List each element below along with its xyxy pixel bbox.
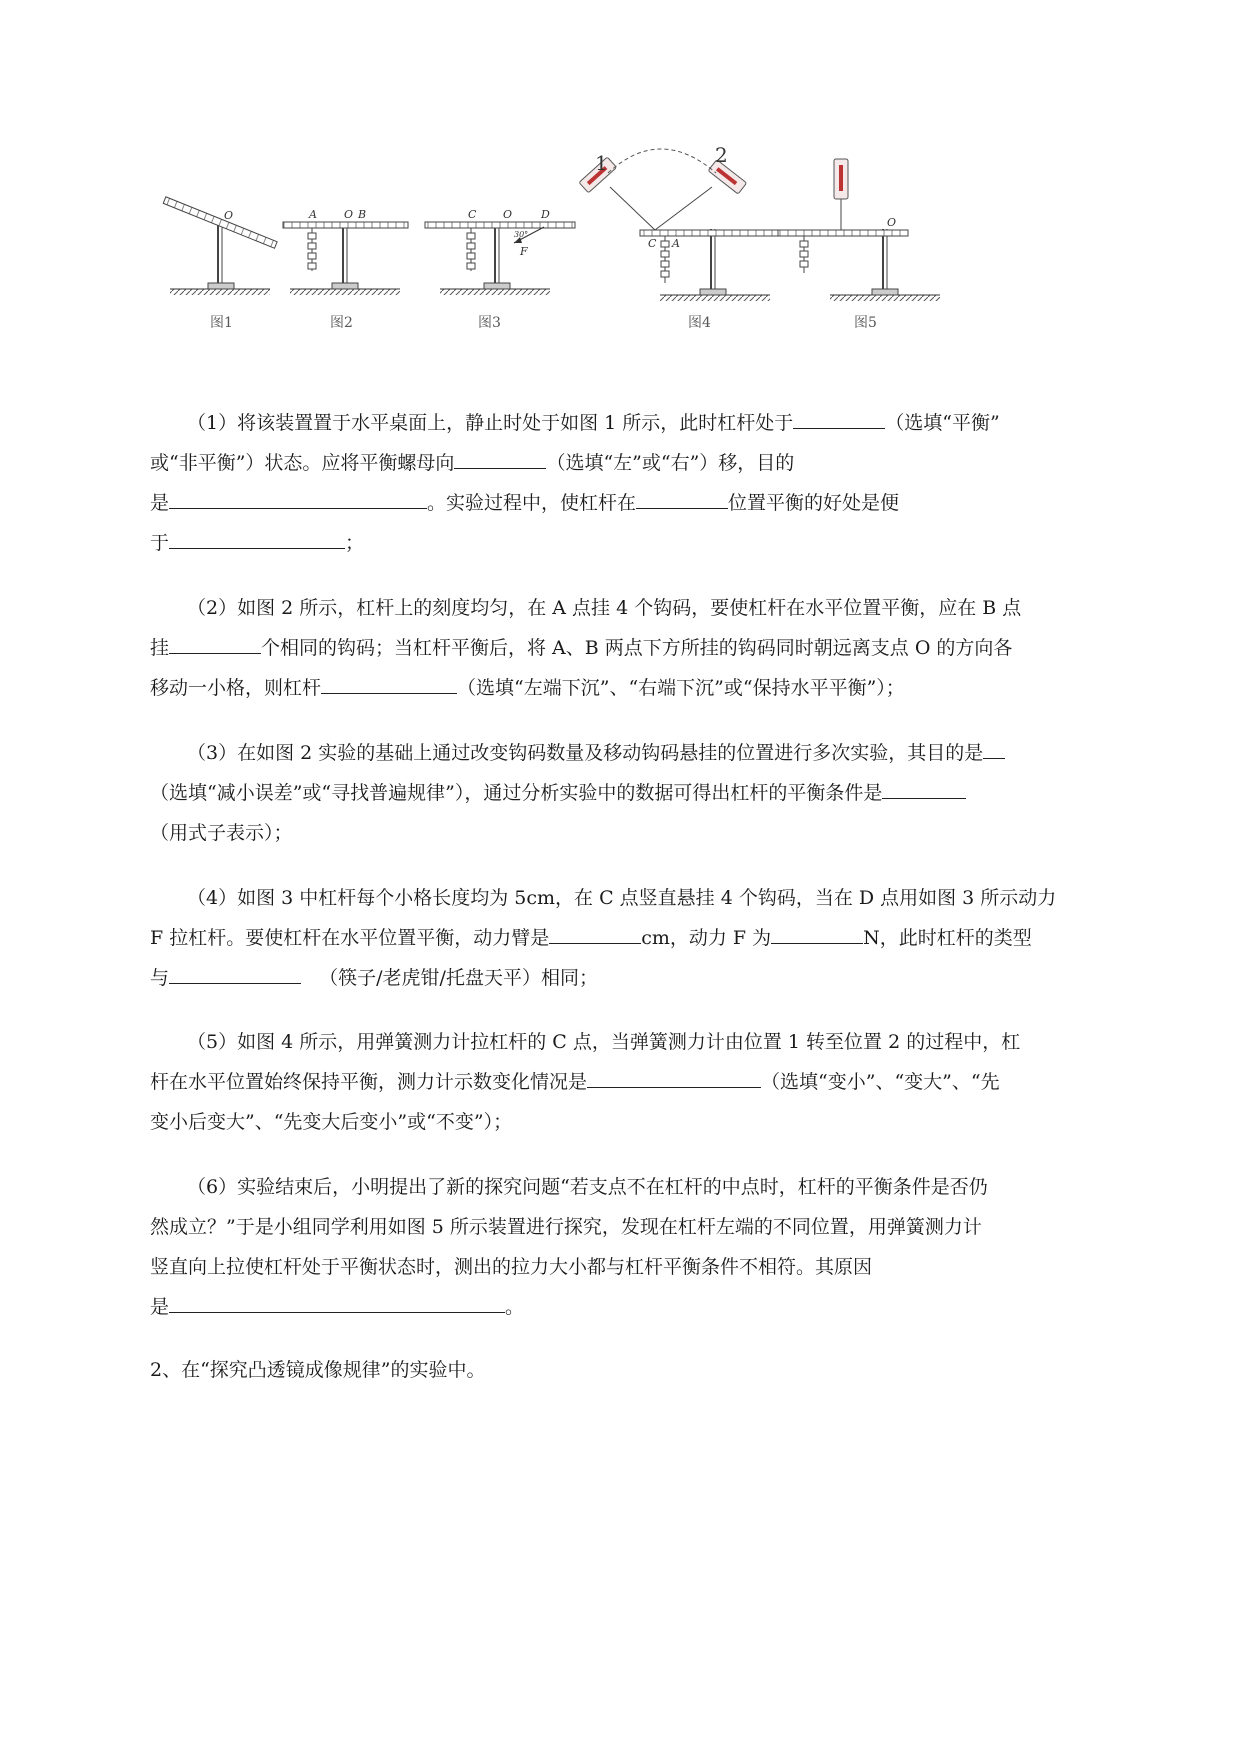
q4-blank-force[interactable]: [771, 921, 863, 944]
fig2-caption: 图2: [330, 315, 353, 331]
q1-line4: [150, 523, 1090, 563]
q4-line3: [150, 958, 1090, 998]
fig5-diagram: [778, 159, 940, 331]
q2-text: 挂: [150, 637, 170, 659]
q4-text: （4）如图 3 中杠杆每个小格长度均为 5cm，在 C 点竖直悬挂 4 个钩码，当在 D 点用如图 3 所示动力: [187, 887, 1057, 909]
fig2-label-a: A: [309, 208, 317, 221]
q5-blank-change[interactable]: [587, 1065, 761, 1088]
q1-line2: [150, 443, 1090, 483]
q3-text: （用式子表示）；: [150, 822, 293, 844]
fig5-label-o: O: [887, 216, 897, 229]
q1-blank-position[interactable]: [636, 486, 728, 509]
fig1-caption: 图1: [210, 315, 233, 331]
q1-blank-nut-direction[interactable]: [454, 446, 546, 469]
question-1: [150, 403, 1090, 563]
q2-line3: [150, 668, 1090, 708]
q5-text: （选填“变小”、“变大”、“先: [761, 1071, 1000, 1093]
q6-line2: [150, 1207, 1090, 1247]
fig1-diagram: [163, 197, 277, 331]
question-3: [150, 733, 1090, 853]
q1-blank-purpose[interactable]: [169, 486, 427, 509]
q1-blank-balance-state[interactable]: [793, 406, 885, 429]
q3-line1: [150, 733, 1090, 773]
q5-text: 变小后变大”、“先变大后变小”或“不变”）；: [150, 1111, 513, 1133]
fig4-diagram: [579, 143, 780, 331]
q6-line4: [150, 1287, 1090, 1327]
fig3-label-f: F: [520, 245, 528, 258]
fig4-label-c: C: [648, 237, 657, 250]
question-6: [150, 1167, 1090, 1327]
q1-line3: [150, 483, 1090, 523]
q1-text: 位置平衡的好处是便: [728, 492, 900, 514]
fig3-caption: 图3: [478, 315, 501, 331]
q6-line3: [150, 1247, 1090, 1287]
q2-text: （选填“左端下沉”、“右端下沉”或“保持水平平衡”）；: [457, 677, 905, 699]
problem-2-title: 2、在“探究凸透镜成像规律”的实验中。: [150, 1359, 486, 1381]
q4-text: 与: [150, 967, 170, 989]
q1-text: 。实验过程中，使杠杆在: [427, 492, 637, 514]
q5-text: 杆在水平位置始终保持平衡，测力计示数变化情况是: [150, 1071, 588, 1093]
q4-blank-type[interactable]: [169, 961, 301, 984]
fig3-label-angle: 30°: [514, 230, 529, 239]
fig5-caption: 图5: [854, 315, 877, 331]
q2-blank-count[interactable]: [169, 631, 261, 654]
fig3-label-c: C: [468, 208, 477, 221]
q1-text: （选填“左”或“右”）移，目的: [546, 452, 795, 474]
problem-2: [150, 1350, 1090, 1390]
fig2-label-o: O: [344, 208, 354, 221]
q3-line3: [150, 813, 1090, 853]
question-4: [150, 878, 1090, 998]
fig2-label-b: B: [358, 208, 367, 221]
q3-blank-condition[interactable]: [882, 776, 966, 799]
q1-text: 或“非平衡”）状态。应将平衡螺母向: [150, 452, 455, 474]
fig3-diagram: [425, 208, 575, 331]
fig4-position-1: 1: [595, 151, 608, 175]
q5-line2: [150, 1062, 1090, 1102]
q2-line1: [150, 588, 1090, 628]
fig4-caption: 图4: [688, 315, 711, 331]
q4-text: （筷子/老虎钳/托盘天平）相同；: [319, 967, 598, 989]
q4-blank-arm[interactable]: [549, 921, 641, 944]
q5-line3: [150, 1102, 1090, 1142]
q3-line2: [150, 773, 1090, 813]
q3-blank-purpose[interactable]: [983, 736, 1005, 759]
q2-blank-result[interactable]: [321, 671, 457, 694]
q6-text: 。: [505, 1296, 525, 1318]
q6-blank-reason[interactable]: [169, 1290, 505, 1313]
q1-text: （选填“平衡”: [885, 412, 1000, 434]
q2-text: （2）如图 2 所示，杠杆上的刻度均匀，在 A 点挂 4 个钩码，要使杠杆在水平位置平衡，应在 B 点: [187, 597, 1022, 619]
q4-text: cm，动力 F 为: [641, 927, 772, 949]
q6-text: （6）实验结束后，小明提出了新的探究问题“若支点不在杠杆的中点时，杠杆的平衡条件是否仍: [187, 1176, 988, 1198]
question-2: [150, 588, 1090, 708]
q4-text: F 拉杠杆。要使杠杆在水平位置平衡，动力臂是: [150, 927, 550, 949]
q1-text: 于: [150, 532, 170, 554]
q3-text: （3）在如图 2 实验的基础上通过改变钩码数量及移动钩码悬挂的位置进行多次实验，其目的是: [187, 742, 984, 764]
fig2-diagram: [283, 208, 408, 331]
q3-text: （选填“减小误差”或“寻找普遍规律”），通过分析实验中的数据可得出杠杆的平衡条件是: [150, 782, 883, 804]
q6-text: 竖直向上拉使杠杆处于平衡状态时，测出的拉力大小都与杠杆平衡条件不相符。其原因: [150, 1256, 873, 1278]
fig4-label-a: A: [672, 237, 680, 250]
q1-blank-benefit[interactable]: [169, 526, 345, 549]
fig4-position-2: 2: [715, 143, 728, 167]
q2-line2: [150, 628, 1090, 668]
q1-text: 是: [150, 492, 170, 514]
fig3-label-d: D: [541, 208, 550, 221]
fig1-label-o: O: [224, 209, 234, 222]
q1-line1: [150, 403, 1090, 443]
q4-line2: [150, 918, 1090, 958]
q5-text: （5）如图 4 所示，用弹簧测力计拉杠杆的 C 点，当弹簧测力计由位置 1 转至位置 2 的过程中，杠: [187, 1031, 1021, 1053]
lever-experiment-figure: [160, 143, 1040, 375]
fig3-label-o: O: [503, 208, 513, 221]
question-5: [150, 1022, 1090, 1142]
q5-line1: [150, 1022, 1090, 1062]
q4-line1: [150, 878, 1090, 918]
q6-text: 是: [150, 1296, 170, 1318]
q1-text: （1）将该装置置于水平桌面上，静止时处于如图 1 所示，此时杠杆处于: [187, 412, 794, 434]
q6-line1: [150, 1167, 1090, 1207]
q1-text: ；: [345, 532, 365, 554]
q2-text: 移动一小格，则杠杆: [150, 677, 322, 699]
q6-text: 然成立？”于是小组同学利用如图 5 所示装置进行探究，发现在杠杆左端的不同位置，用弹簧测力计: [150, 1216, 982, 1238]
q2-text: 个相同的钩码；当杠杆平衡后，将 A、B 两点下方所挂的钩码同时朝远离支点 O 的方向各: [261, 637, 1013, 659]
q4-text: N，此时杠杆的类型: [863, 927, 1032, 949]
